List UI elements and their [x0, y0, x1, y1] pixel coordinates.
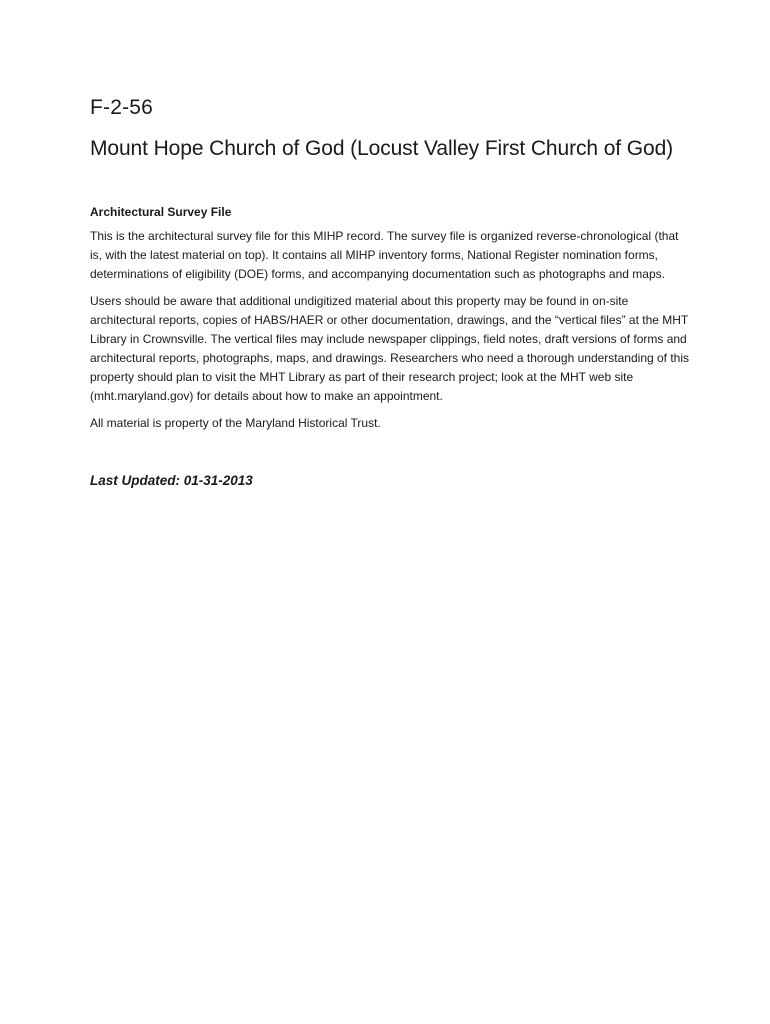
document-title: Mount Hope Church of God (Locust Valley First Church of God)	[90, 137, 674, 160]
intro-paragraph: This is the architectural survey file for this MIHP record. The survey file is organized reverse-chronological (that is, with the latest material on top). It contains all MIHP inventory forms, National Register nomination forms, determinations of eligibility (DOE) forms, and accompanying documentation such as photographs and maps.	[90, 229, 679, 281]
section-heading: Architectural Survey File	[90, 205, 232, 219]
last-updated-label: Last Updated: 01-31-2013	[90, 473, 253, 488]
ownership-paragraph: All material is property of the Maryland Historical Trust.	[90, 416, 381, 430]
additional-material-paragraph: Users should be aware that additional undigitized material about this property may be found in on-site architectural reports, copies of HABS/HAER or other documentation, drawings, and the “vertical files” at the MHT Library in Crownsville. The vertical files may include newspaper clippings, field notes, draft versions of forms and architectural reports, photographs, maps, and drawings. Researchers who need a thorough understanding of this property should plan to visit the MHT Library as part of their research project; look at the MHT web site (mht.maryland.gov) for details about how to make an appointment.	[90, 294, 690, 403]
document-page	[90, 94, 690, 490]
document-id: F-2-56	[90, 96, 154, 119]
